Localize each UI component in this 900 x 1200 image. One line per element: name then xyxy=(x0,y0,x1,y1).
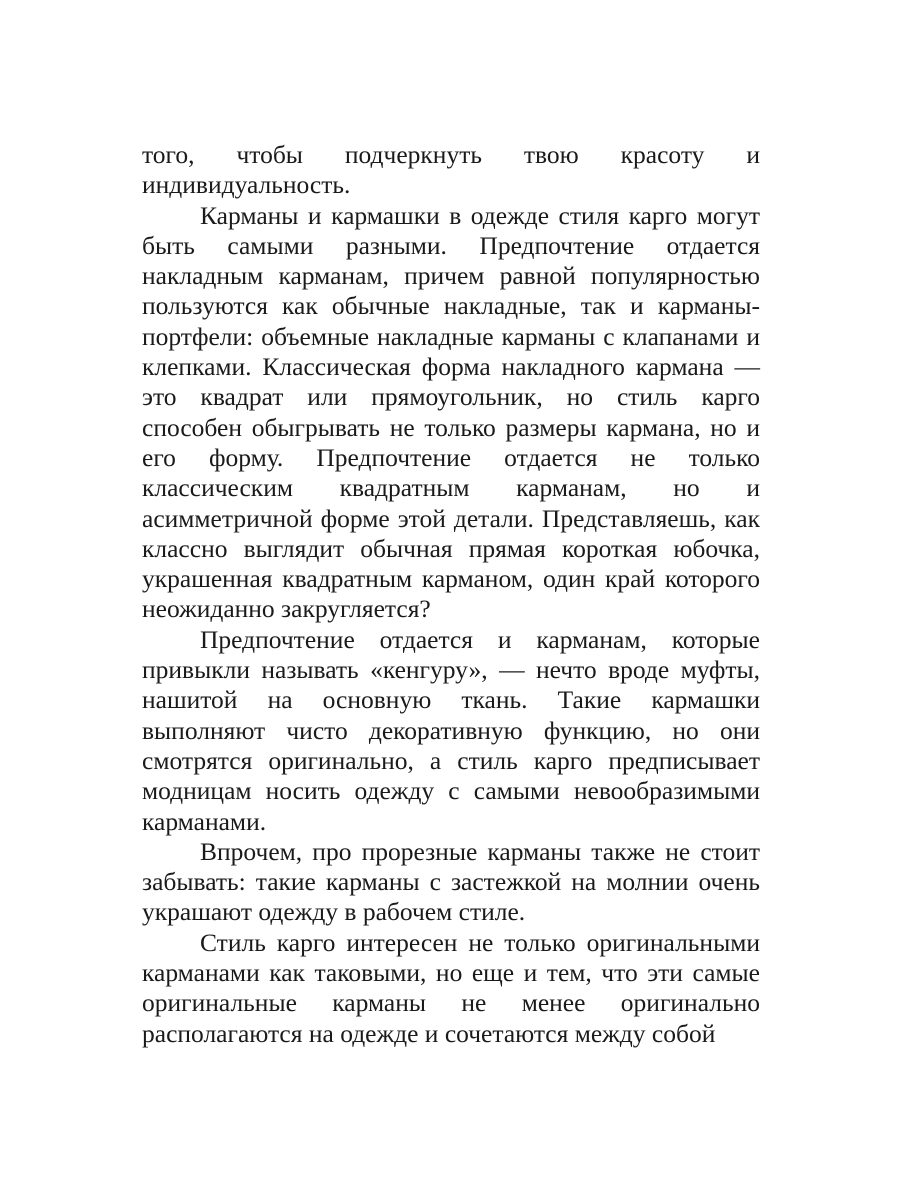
paragraph-kangaroo-pockets: Предпочтение отдается и карманам, которые привыкли называть «кенгуру», — нечто вроде муфты, нашитой на основную ткань. Такие кармашки выполняют чисто декоративную функцию, но они смотрятся оригинально, а стиль карго предписывает модницам носить одежду с самыми невообразимыми карманами. xyxy=(142,624,760,836)
paragraph-pocket-placement: Стиль карго интересен не только оригинальными карманами как таковыми, но еще и тем, что эти самые оригинальные карманы не менее оригинально располагаются на одежде и сочетаются между собой xyxy=(142,927,760,1048)
body-text xyxy=(142,140,760,1049)
paragraph-slit-pockets: Впрочем, про прорезные карманы также не стоит забывать: такие карманы с застежкой на молнии очень украшают одежду в рабочем стиле. xyxy=(142,836,760,927)
paragraph-pockets-variety: Карманы и кармашки в одежде стиля карго могут быть самыми разными. Предпочтение отдается накладным карманам, причем равной популярностью пользуются как обычные накладные, так и карманы-портфели: объемные накладные карманы с клапанами и клепками. Классическая форма накладного кармана — это квадрат или прямоугольник, но стиль карго способен обыгрывать не только размеры кармана, но и его форму. Предпочтение отдается не только классическим квадратным карманам, но и асимметричной форме этой детали. Представляешь, как классно выглядит обычная прямая короткая юбочка, украшенная квадратным карманом, один край которого неожиданно закругляется? xyxy=(142,200,760,624)
paragraph-continuation: того, чтобы подчеркнуть твою красоту и индивидуальность. xyxy=(142,140,760,200)
